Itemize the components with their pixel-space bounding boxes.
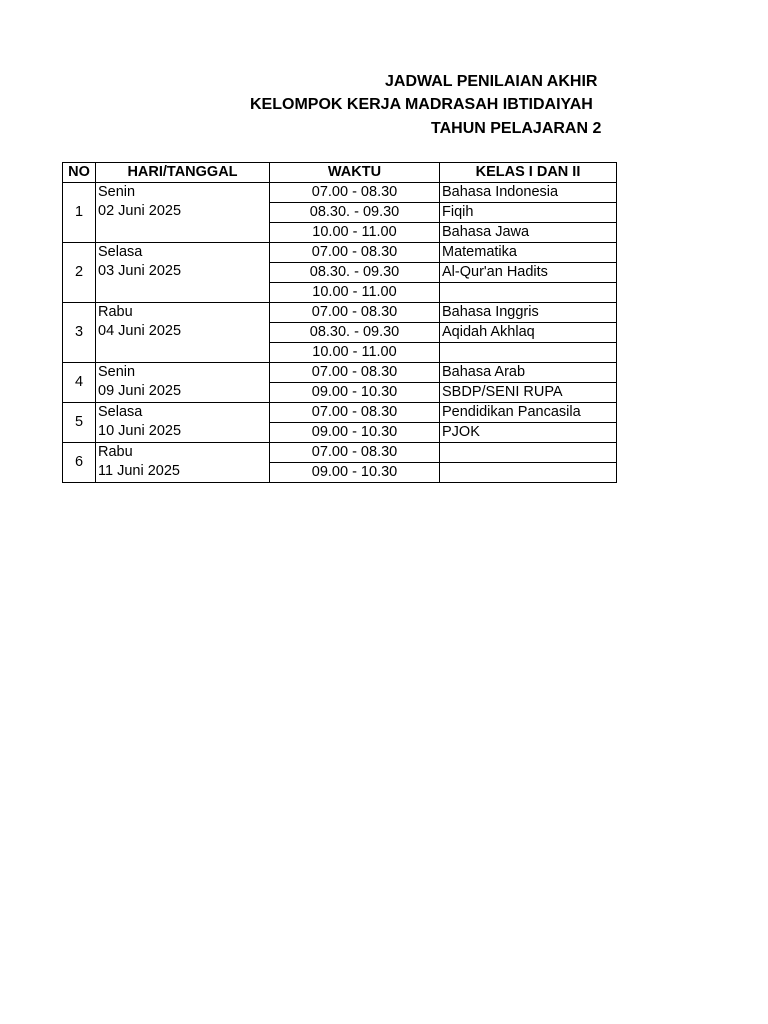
table-row bbox=[63, 363, 617, 383]
date-text: 11 Juni 2025 bbox=[98, 463, 180, 479]
day-date-cell bbox=[96, 183, 270, 243]
subject-cell: Al-Qur'an Hadits bbox=[440, 263, 617, 283]
day-date-cell bbox=[96, 403, 270, 443]
day-name: Rabu bbox=[98, 304, 133, 320]
day-name: Rabu bbox=[98, 444, 133, 460]
date-text: 03 Juni 2025 bbox=[98, 263, 182, 279]
time-cell: 09.00 - 10.30 bbox=[270, 423, 440, 443]
time-cell: 08.30. - 09.30 bbox=[270, 263, 440, 283]
subject-cell: Bahasa Indonesia bbox=[440, 183, 617, 203]
row-number: 3 bbox=[63, 303, 96, 363]
subject-cell: SBDP/SENI RUPA bbox=[440, 383, 617, 403]
column-header-no: NO bbox=[63, 163, 96, 183]
subject-cell: Aqidah Akhlaq bbox=[440, 323, 617, 343]
subject-cell: Matematika bbox=[440, 243, 617, 263]
title-line-3: TAHUN PELAJARAN 2 bbox=[431, 120, 602, 137]
time-cell: 07.00 - 08.30 bbox=[270, 363, 440, 383]
subject-cell: PJOK bbox=[440, 423, 617, 443]
column-header-day: HARI/TANGGAL bbox=[96, 163, 270, 183]
row-number: 6 bbox=[63, 443, 96, 483]
time-cell: 07.00 - 08.30 bbox=[270, 303, 440, 323]
title-line-1: JADWAL PENILAIAN AKHIR bbox=[385, 73, 598, 90]
subject-cell: Pendidikan Pancasila bbox=[440, 403, 617, 423]
subject-cell: Fiqih bbox=[440, 203, 617, 223]
subject-cell: Bahasa Inggris bbox=[440, 303, 617, 323]
date-text: 04 Juni 2025 bbox=[98, 323, 182, 339]
subject-cell bbox=[440, 443, 617, 463]
date-text: 10 Juni 2025 bbox=[98, 423, 182, 439]
title-line-2: KELOMPOK KERJA MADRASAH IBTIDAIYAH bbox=[250, 96, 593, 113]
subject-cell: Bahasa Jawa bbox=[440, 223, 617, 243]
time-cell: 07.00 - 08.30 bbox=[270, 243, 440, 263]
subject-cell bbox=[440, 283, 617, 303]
time-cell: 07.00 - 08.30 bbox=[270, 403, 440, 423]
time-cell: 07.00 - 08.30 bbox=[270, 183, 440, 203]
subject-cell bbox=[440, 343, 617, 363]
column-header-class: KELAS I DAN II bbox=[440, 163, 617, 183]
table-row bbox=[63, 243, 617, 263]
day-date-cell bbox=[96, 303, 270, 363]
time-cell: 10.00 - 11.00 bbox=[270, 343, 440, 363]
table-row bbox=[63, 183, 617, 203]
time-cell: 10.00 - 11.00 bbox=[270, 223, 440, 243]
table-row bbox=[63, 403, 617, 423]
row-number: 5 bbox=[63, 403, 96, 443]
schedule-body bbox=[63, 183, 617, 483]
table-row bbox=[63, 443, 617, 463]
header-row bbox=[63, 163, 617, 183]
row-number: 4 bbox=[63, 363, 96, 403]
day-name: Selasa bbox=[98, 404, 143, 420]
day-date-cell bbox=[96, 243, 270, 303]
day-name: Senin bbox=[98, 364, 136, 380]
table-row bbox=[63, 303, 617, 323]
time-cell: 10.00 - 11.00 bbox=[270, 283, 440, 303]
row-number: 1 bbox=[63, 183, 96, 243]
day-date-cell bbox=[96, 443, 270, 483]
date-text: 02 Juni 2025 bbox=[98, 203, 182, 219]
date-text: 09 Juni 2025 bbox=[98, 383, 182, 399]
schedule-table bbox=[62, 162, 617, 483]
subject-cell bbox=[440, 463, 617, 483]
row-number: 2 bbox=[63, 243, 96, 303]
time-cell: 09.00 - 10.30 bbox=[270, 463, 440, 483]
day-name: Selasa bbox=[98, 244, 143, 260]
time-cell: 08.30. - 09.30 bbox=[270, 203, 440, 223]
time-cell: 09.00 - 10.30 bbox=[270, 383, 440, 403]
day-name: Senin bbox=[98, 184, 136, 200]
column-header-time: WAKTU bbox=[270, 163, 440, 183]
day-date-cell bbox=[96, 363, 270, 403]
title-block bbox=[0, 0, 619, 150]
subject-cell: Bahasa Arab bbox=[440, 363, 617, 383]
time-cell: 08.30. - 09.30 bbox=[270, 323, 440, 343]
time-cell: 07.00 - 08.30 bbox=[270, 443, 440, 463]
